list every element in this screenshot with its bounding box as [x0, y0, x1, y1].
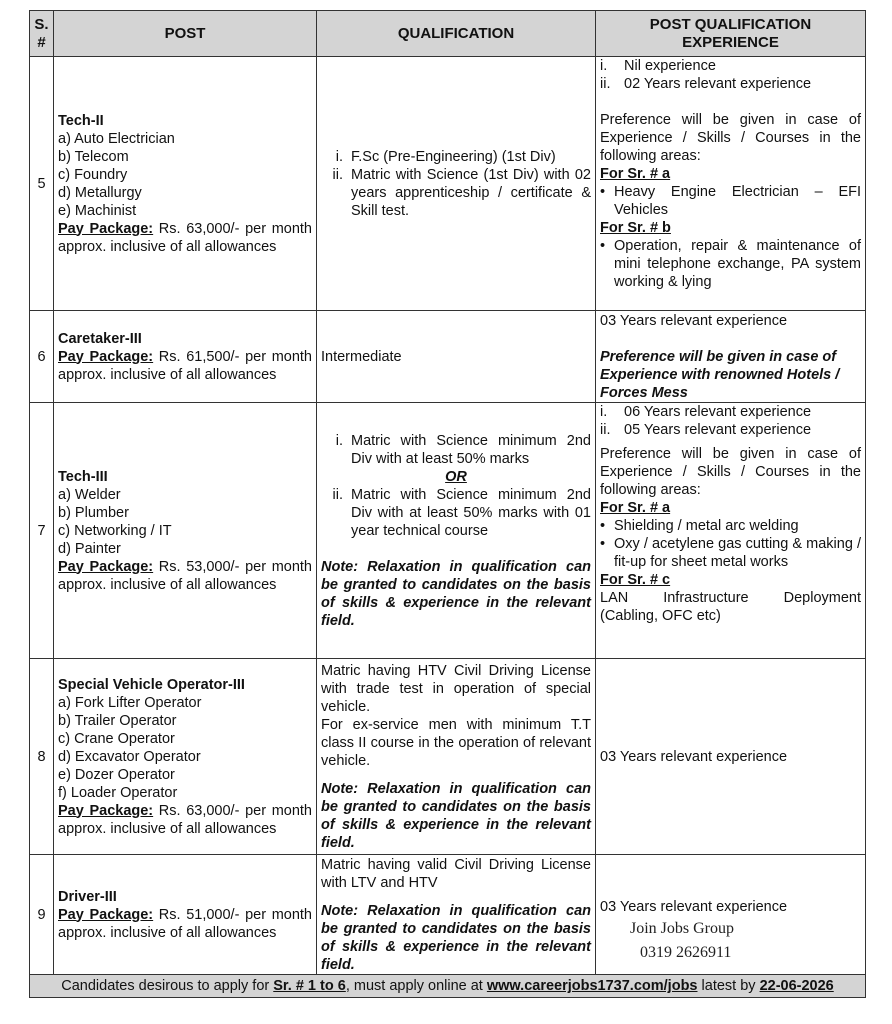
row-sr: 5	[30, 57, 54, 311]
item-text: Matric with Science minimum 2nd Div with at least 50% marks	[351, 432, 591, 467]
group-label: For Sr. # a	[600, 166, 671, 182]
item-number: ii.	[332, 486, 343, 503]
post-title: Special Vehicle Operator-III	[58, 676, 245, 693]
list-item: a) Welder	[58, 486, 121, 503]
group-label: For Sr. # a	[600, 500, 671, 516]
row-sr: 6	[30, 311, 54, 403]
list-item	[321, 486, 591, 540]
post-title: Driver-III	[58, 888, 117, 905]
footer-text: Candidates desirous to apply for	[61, 978, 274, 994]
list-item: b) Telecom	[58, 148, 129, 165]
list-item	[321, 148, 591, 166]
pay-label: Pay Package:	[58, 802, 154, 819]
header-row	[30, 11, 866, 57]
group-label: For Sr. # b	[600, 220, 671, 236]
qualification-text: Matric having valid Civil Driving License with LTV and HTV	[321, 856, 591, 891]
row-sr: 9	[30, 855, 54, 975]
group-text: LAN Infrastructure Deployment (Cabling, OFC etc)	[600, 590, 861, 624]
qualification-list	[321, 486, 591, 540]
qualification-text: For ex-service men with minimum T.T class II course in the operation of relevant vehicle.	[321, 716, 591, 769]
pay-text: Rs. 63,000/- per month approx. inclusive of all allowances	[58, 802, 312, 837]
or-separator: OR	[445, 468, 467, 485]
experience-cell: 03 Years relevant experience	[596, 659, 866, 855]
experience-cell	[596, 57, 866, 311]
table-row	[30, 403, 866, 659]
qualification-text: Matric having HTV Civil Driving License with trade test in operation of special vehicle.	[321, 662, 591, 715]
footer-row	[30, 975, 866, 998]
item-text: 02 Years relevant experience	[624, 76, 812, 92]
post-cell	[54, 659, 317, 855]
footer-text: , must apply online at	[345, 978, 487, 994]
pay-package	[58, 558, 312, 594]
post-title: Tech-III	[58, 468, 108, 485]
list-item: b) Trailer Operator	[58, 712, 177, 729]
footer-text: latest by	[697, 978, 760, 994]
pay-label: Pay Package:	[58, 348, 154, 365]
item-text: 05 Years relevant experience	[624, 422, 812, 438]
preference-text: Preference will be given in case of Experience / Skills / Courses in the following areas:	[600, 112, 861, 164]
list-item: c) Foundry	[58, 166, 128, 183]
list-item: a) Auto Electrician	[58, 130, 175, 147]
relaxation-note: Note: Relaxation in qualification can be granted to candidates on the basis of skills & experience in the relevant field.	[321, 780, 591, 851]
footer-note	[30, 975, 866, 998]
header-experience: POST QUALIFICATION EXPERIENCE	[596, 11, 866, 57]
list-item: b) Plumber	[58, 504, 129, 521]
item-text: 06 Years relevant experience	[624, 404, 812, 420]
watermark-text: Join Jobs Group	[630, 919, 735, 937]
footer-date: 22-06-2026	[759, 978, 834, 994]
header-qualification: QUALIFICATION	[317, 11, 596, 57]
list-item: f) Loader Operator	[58, 784, 178, 801]
watermark-phone: 0319 2626911	[640, 943, 732, 961]
header-post: POST	[54, 11, 317, 57]
pay-text: Rs. 63,000/- per month approx. inclusive of all allowances	[58, 220, 312, 255]
item-number: ii.	[600, 76, 611, 92]
bullet-icon: •	[600, 518, 606, 534]
experience-text: 03 Years relevant experience	[600, 898, 788, 915]
qualification-list	[321, 432, 591, 468]
pay-package	[58, 906, 312, 942]
item-number: i.	[335, 432, 343, 449]
bullet-icon: •	[600, 536, 606, 552]
qualification-cell	[317, 659, 596, 855]
qualification-cell	[317, 57, 596, 311]
group-label: For Sr. # c	[600, 572, 671, 588]
item-text: Operation, repair & maintenance of mini telephone exchange, PA system working & lying	[614, 238, 861, 290]
list-item	[600, 421, 861, 439]
list-item	[600, 403, 861, 421]
post-title: Tech-II	[58, 112, 104, 129]
qualification-cell: Intermediate	[317, 311, 596, 403]
list-item: e) Dozer Operator	[58, 766, 175, 783]
list-item	[321, 166, 591, 220]
pay-label: Pay Package:	[58, 558, 154, 575]
item-number: ii.	[600, 422, 611, 438]
list-item: a) Fork Lifter Operator	[58, 694, 202, 711]
item-number: i.	[600, 404, 608, 420]
item-text: Shielding / metal arc welding	[614, 518, 799, 534]
item-text: Oxy / acetylene gas cutting & making / fit-up for sheet metal works	[614, 536, 861, 570]
experience-cell	[596, 403, 866, 659]
item-text: F.Sc (Pre-Engineering) (1st Div)	[351, 148, 556, 165]
item-text: Matric with Science (1st Div) with 02 years apprenticeship / certificate & Skill test.	[351, 166, 591, 219]
pay-label: Pay Package:	[58, 220, 154, 237]
row-sr: 8	[30, 659, 54, 855]
pay-package	[58, 802, 312, 838]
table-row	[30, 57, 866, 311]
item-number: i.	[335, 148, 343, 165]
list-item	[600, 75, 861, 93]
item-text: Heavy Engine Electrician – EFI Vehicles	[614, 184, 861, 218]
footer-sr-range: Sr. # 1 to 6	[273, 978, 346, 994]
experience-text: 03 Years relevant experience	[600, 312, 788, 329]
list-item: d) Excavator Operator	[58, 748, 201, 765]
header-sr: S. #	[30, 11, 54, 57]
preference-text: Preference will be given in case of Experience / Skills / Courses in the following areas:	[600, 446, 861, 498]
table-row	[30, 855, 866, 975]
bullet-icon: •	[600, 238, 606, 254]
pay-package	[58, 348, 312, 384]
list-item	[600, 57, 861, 75]
table-row	[30, 311, 866, 403]
post-cell	[54, 855, 317, 975]
pay-text: Rs. 61,500/- per month approx. inclusive of all allowances	[58, 348, 312, 383]
item-number: i.	[600, 58, 608, 74]
list-item	[600, 535, 861, 571]
post-cell	[54, 403, 317, 659]
post-cell	[54, 311, 317, 403]
list-item	[321, 432, 591, 468]
relaxation-note: Note: Relaxation in qualification can be granted to candidates on the basis of skills & experience in the relevant field.	[321, 558, 591, 629]
item-number: ii.	[332, 166, 343, 183]
preference-text: Preference will be given in case of Experience with renowned Hotels / Forces Mess	[600, 348, 840, 401]
qualification-list	[321, 148, 591, 220]
bullet-icon: •	[600, 184, 606, 200]
list-item: d) Metallurgy	[58, 184, 142, 201]
pay-package	[58, 220, 312, 256]
relaxation-note: Note: Relaxation in qualification can be granted to candidates on the basis of skills & experience in the relevant field.	[321, 902, 591, 973]
table-row	[30, 659, 866, 855]
pay-text: Rs. 51,000/- per month approx. inclusive of all allowances	[58, 906, 312, 941]
row-sr: 7	[30, 403, 54, 659]
list-item: c) Networking / IT	[58, 522, 172, 539]
post-cell	[54, 57, 317, 311]
qualification-cell	[317, 855, 596, 975]
post-title: Caretaker-III	[58, 330, 142, 347]
list-item	[600, 183, 861, 219]
list-item	[600, 517, 861, 535]
qualification-cell	[317, 403, 596, 659]
item-text: Matric with Science minimum 2nd Div with at least 50% marks with 01 year technical course	[351, 486, 591, 539]
list-item: c) Crane Operator	[58, 730, 175, 747]
experience-cell	[596, 855, 866, 975]
experience-cell	[596, 311, 866, 403]
list-item: d) Painter	[58, 540, 121, 557]
pay-label: Pay Package:	[58, 906, 154, 923]
jobs-table	[29, 10, 866, 998]
list-item: e) Machinist	[58, 202, 137, 219]
pay-text: Rs. 53,000/- per month approx. inclusive of all allowances	[58, 558, 312, 593]
list-item	[600, 237, 861, 291]
item-text: Nil experience	[624, 58, 716, 74]
footer-url-link[interactable]: www.careerjobs1737.com/jobs	[486, 978, 698, 994]
